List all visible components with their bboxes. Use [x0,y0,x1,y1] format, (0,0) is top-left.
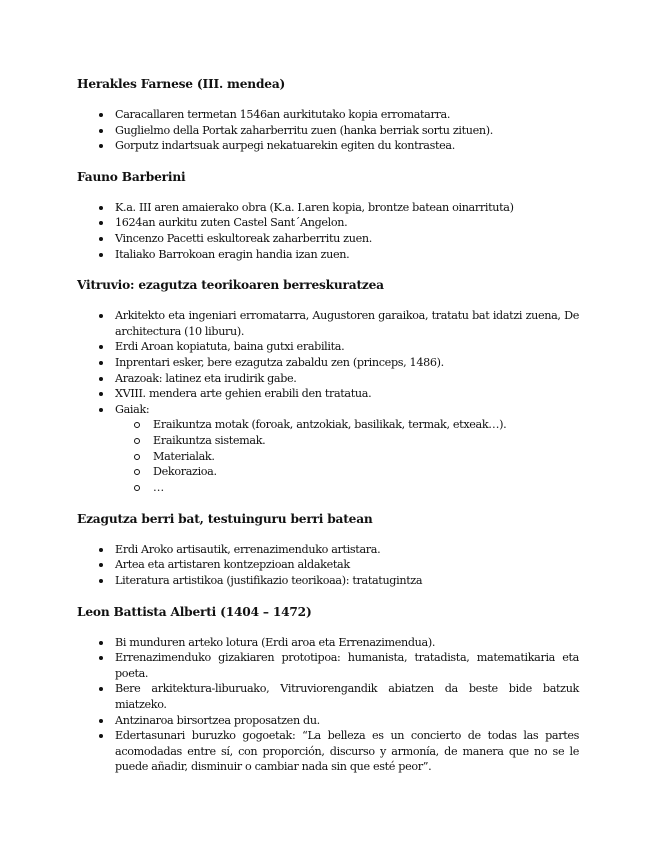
sublist-item: Dekorazioa. [115,464,579,480]
section-title-fauno-barberini: Fauno Barberini [77,169,186,184]
list-fauno-barberini [77,200,579,262]
list-ezagutza-berri [77,542,579,589]
sublist-item: Eraikuntza sistemak. [115,433,579,449]
section-title-vitruvio: Vitruvio: ezagutza teorikoaren berreskuratzea [77,278,384,293]
list-item: 1624an aurkitu zuten Castel Sant´Angelon. [77,215,579,231]
list-item: Arazoak: latinez eta irudirik gabe. [77,371,579,387]
list-item: Erdi Aroan kopiatuta, baina gutxi erabilita. [77,339,579,355]
document-page [77,76,579,775]
list-item: Gorputz indartsuak aurpegi nekatuarekin egiten du kontrastea. [77,138,579,154]
list-item: Erdi Aroko artisautik, errenazimenduko artistara. [77,542,579,558]
sublist-item: … [115,480,579,496]
list-item: Inprentari esker, bere ezagutza zabaldu zen (princeps, 1486). [77,355,579,371]
sublist-gaiak [115,417,579,496]
list-herakles-farnese [77,107,579,154]
list-item-gaiak [77,402,579,496]
list-alberti [77,635,579,775]
sublist-item: Eraikuntza motak (foroak, antzokiak, basilikak, termak, etxeak…). [115,417,579,433]
list-item: Literatura artistikoa (justifikazio teorikoaa): tratatugintza [77,573,579,589]
section-title-herakles-farnese: Herakles Farnese (III. mendea) [77,77,286,91]
list-item: Caracallaren termetan 1546an aurkitutako kopia erromatarra. [77,107,579,123]
list-item: Edertasunari buruzko gogoetak: “La belleza es un concierto de todas las partes acomodadas entre sí, con proporción, discurso y armonía, de manera que no se le puede añadir, disminuir o cambiar nada sin que esté peor”. [77,728,579,775]
list-item: Vincenzo Pacetti eskultoreak zaharberritu zuen. [77,231,579,247]
list-item: Italiako Barrokoan eragin handia izan zuen. [77,247,579,263]
section-title-alberti: Leon Battista Alberti (1404 – 1472) [77,604,312,619]
list-item: K.a. III aren amaierako obra (K.a. I.aren kopia, brontze batean oinarrituta) [77,200,579,216]
list-item: Antzinaroa birsortzea proposatzen du. [77,713,579,729]
list-item: Bere arkitektura-liburuako, Vitruviorengandik abiatzen da beste bide batzuk miatzeko. [77,681,579,712]
list-item: Artea eta artistaren kontzepzioan aldaketak [77,557,579,573]
section-title-ezagutza-berri: Ezagutza berri bat, testuinguru berri batean [77,511,373,526]
list-vitruvio [77,308,579,496]
list-item-label: Gaiak: [115,402,150,416]
sublist-item: Materialak. [115,449,579,465]
list-item: Guglielmo della Portak zaharberritu zuen (hanka berriak sortu zituen). [77,123,579,139]
list-item: Errenazimenduko gizakiaren prototipoa: humanista, tratadista, matematikaria eta poeta. [77,650,579,681]
list-item: XVIII. mendera arte gehien erabili den tratatua. [77,386,579,402]
list-item: Arkitekto eta ingeniari erromatarra, Augustoren garaikoa, tratatu bat idatzi zuena, De architectura (10 liburu). [77,308,579,339]
list-item: Bi munduren arteko lotura (Erdi aroa eta Errenazimendua). [77,635,579,651]
